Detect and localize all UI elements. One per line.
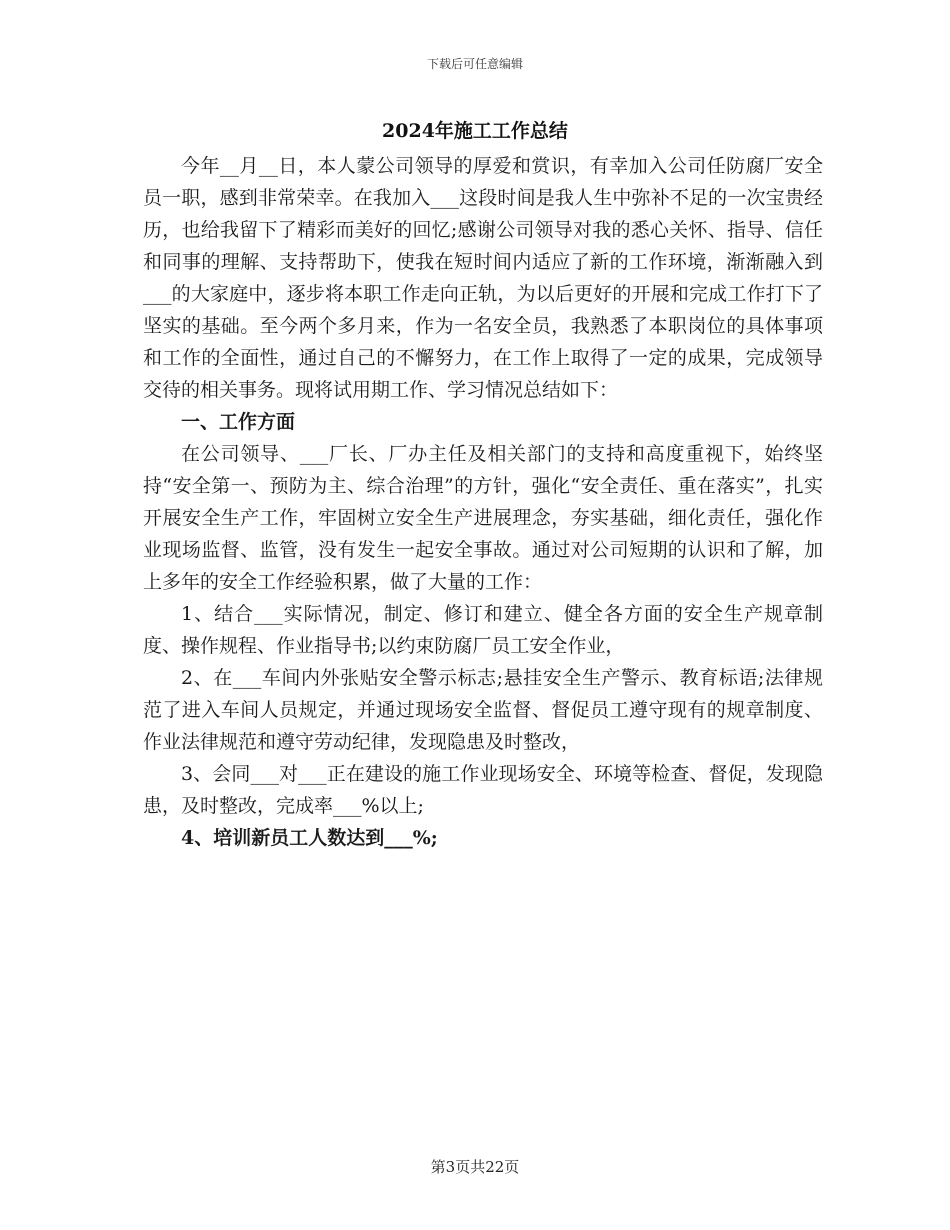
header-note: 下载后可任意编辑 [426, 57, 523, 71]
paragraph-intro: 今年__月__日，本人蒙公司领导的厚爱和赏识，有幸加入公司任防腐厂安全员一职，感到非常荣幸。在我加入___这段时间是我人生中弥补不足的一次宝贵经历，也给我留下了精彩而美好的回忆;感谢公司领导对我的悉心关怀、指导、信任和同事的理解、支持帮助下，使我在短时间内适应了新的工作环境，渐渐融入到___的大家庭中，逐步将本职工作走向正轨，为以后更好的开展和完成工作打下了坚实的基础。至今两个多月来，作为一名安全员，我熟悉了本职岗位的具体事项和工作的全面性，通过自己的不懈努力，在工作上取得了一定的成果，完成领导交待的相关事务。现将试用期工作、学习情况总结如下： [143, 155, 823, 401]
document-title: 2024年施工工作总结 [382, 120, 568, 142]
list-item-1: 1、结合___实际情况，制定、修订和建立、健全各方面的安全生产规章制度、操作规程、作业指导书;以约束防腐厂员工安全作业， [143, 603, 823, 657]
section-heading: 一、工作方面 [181, 411, 296, 433]
list-item-2: 2、在___车间内外张贴安全警示标志;悬挂安全生产警示、教育标语;法律规范了进入车间人员规定，并通过现场安全监督、督促员工遵守现有的规章制度、作业法律规范和遵守劳动纪律，发现隐患及时整改， [143, 667, 823, 753]
list-item-4: 4、培训新员工人数达到___%; [181, 827, 438, 849]
list-item-3: 3、会同___对___正在建设的施工作业现场安全、环境等检查、督促，发现隐患，及时整改，完成率___%以上; [143, 763, 823, 817]
paragraph-work: 在公司领导、___厂长、厂办主任及相关部门的支持和高度重视下，始终坚持“安全第一、预防为主、综合治理”的方针，强化“安全责任、重在落实”，扎实开展安全生产工作，牢固树立安全生产进展理念，夯实基础，细化责任，强化作业现场监督、监管，没有发生一起安全事故。通过对公司短期的认识和了解，加上多年的安全工作经验积累，做了大量的工作： [143, 443, 823, 593]
page-footer: 第3页共22页 [430, 1158, 520, 1176]
document-body [143, 150, 823, 854]
